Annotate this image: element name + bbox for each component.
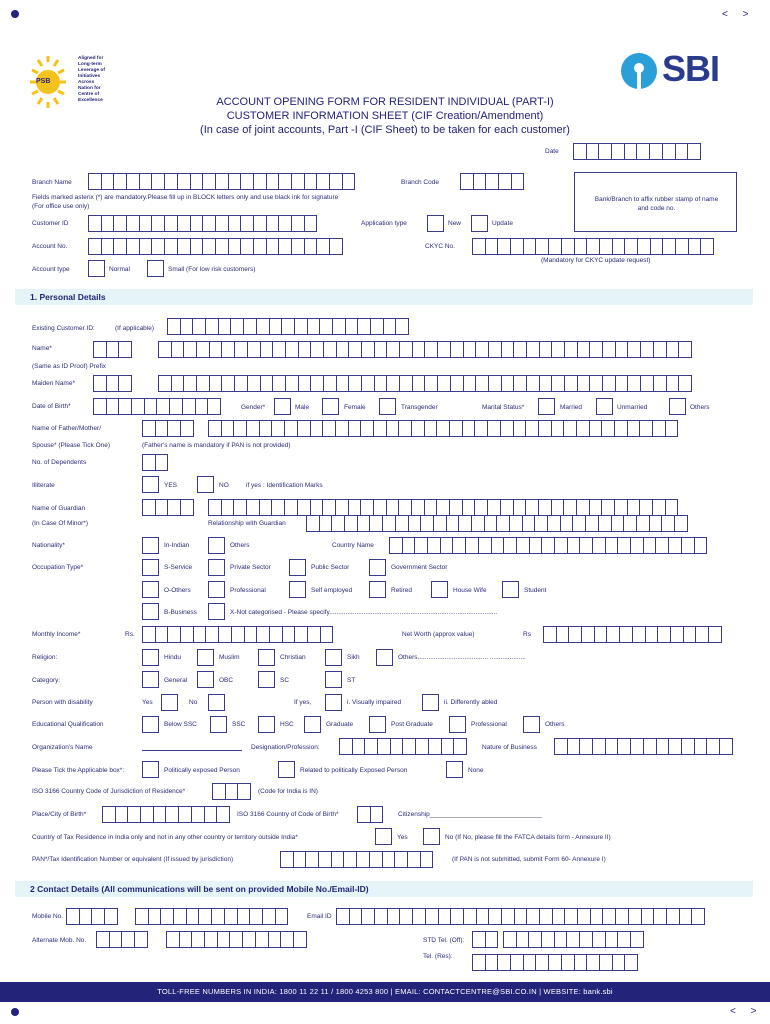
if-yes-label: If yes, [294,699,312,706]
edu-hsc-checkbox[interactable] [258,716,275,733]
dob-label: Date of Birth* [32,403,71,410]
gender-male-checkbox[interactable] [274,398,291,415]
illiterate-yes-label: YES [164,482,178,489]
marital-married-checkbox[interactable] [538,398,555,415]
occ-x-not-label: X-Not categorised - Please specify............................................................................................. [230,609,498,616]
name-label: Name* [32,345,52,352]
existing-id-note: (If applicable) [115,325,155,332]
gender-female-label: Female [344,404,366,411]
edu-post-graduate-checkbox[interactable] [369,716,386,733]
occ-student-checkbox[interactable] [502,581,519,598]
nationality-label: Nationality* [32,542,65,549]
id-marks-label: if yes : Identification Marks [246,482,323,489]
edu-below-ssc-checkbox[interactable] [142,716,159,733]
tel-res-label: Tel. (Res): [423,953,453,960]
religion-christian-label: Christian [280,654,306,661]
corner-dot-bottom [11,1008,19,1016]
illiterate-no-checkbox[interactable] [197,476,214,493]
mobile-field[interactable] [135,908,287,925]
edu-graduate-checkbox[interactable] [304,716,321,733]
section1-band [15,289,753,305]
edu-post-graduate-label: Post Graduate [391,721,433,728]
nationality-others-checkbox[interactable] [208,537,225,554]
religion-sikh-label: Sikh [347,654,360,661]
net-worth-field[interactable] [543,626,721,643]
account-type-normal-label: Normal [109,266,130,273]
branch-name-label: Branch Name [32,179,72,186]
nationality-indian-checkbox[interactable] [142,537,159,554]
footer-bar [0,982,770,1002]
sbi-wordmark: SBI [662,48,720,89]
account-type-small-checkbox[interactable] [147,260,164,277]
occ-housewife-checkbox[interactable] [431,581,448,598]
guardian-label-2: (In Case Of Minor*) [32,520,88,527]
form-title [0,96,770,136]
designation-field[interactable] [339,738,466,755]
religion-others-checkbox[interactable] [376,649,393,666]
relationship-label: Relationship with Guardian [208,520,286,527]
occ-professional-label: Professional [230,587,266,594]
date-field[interactable] [573,143,700,160]
name-field[interactable] [158,341,691,358]
father-label-1: Name of Father/Mother/ [32,425,101,432]
visually-impaired-label: i. Visually impaired [347,699,402,706]
disability-no-checkbox[interactable] [208,694,225,711]
illiterate-yes-checkbox[interactable] [142,476,159,493]
app-type-update-label: Update [492,220,513,227]
tax-residence-label: Country of Tax Residence in India only and not in any other country or territory outside India* [32,834,298,841]
branch-code-field[interactable] [460,173,523,190]
disability-yes-checkbox[interactable] [161,694,178,711]
religion-hindu-checkbox[interactable] [142,649,159,666]
father-prefix-field[interactable] [142,420,193,437]
related-pep-checkbox[interactable] [278,761,295,778]
email-field[interactable] [336,908,704,925]
corner-dot [11,10,19,18]
differently-abled-label: ii. Differently abled [444,699,498,706]
occ-retired-checkbox[interactable] [369,581,386,598]
pep-none-label: None [468,767,484,774]
edu-professional-checkbox[interactable] [449,716,466,733]
section2-title: 2 Contact Details (All communications will be sent on provided Mobile No./Email-ID) [30,884,369,894]
category-general-checkbox[interactable] [142,671,159,688]
tax-residence-yes-label: Yes [397,834,408,841]
maiden-name-field[interactable] [158,375,691,392]
gender-female-checkbox[interactable] [322,398,339,415]
existing-id-field[interactable] [167,318,408,335]
gender-transgender-label: Transgender [401,404,438,411]
email-label: Email ID [307,913,332,920]
sbi-logo [620,48,740,90]
tax-residence-no-checkbox[interactable] [423,828,440,845]
nationality-indian-label: In-Indian [164,542,190,549]
org-name-line[interactable] [142,750,242,751]
tax-residence-no-label: No (If No, please fill the FATCA details form - Annexure II) [445,834,611,841]
dob-field[interactable] [93,398,220,415]
disability-no-label: No [189,699,198,706]
religion-muslim-label: Muslim [219,654,240,661]
tick-applicable-label: Please Tick the Applicable box*: [32,767,125,774]
occ-self-employed-label: Self employed [311,587,353,594]
category-general-label: General [164,677,188,684]
occ-govt-checkbox[interactable] [369,559,386,576]
stamp-note: Bank/Branch to affix rubber stamp of name and code no. [594,196,719,212]
edu-others-checkbox[interactable] [523,716,540,733]
marital-status-label: Marital Status* [482,404,525,411]
country-name-label: Country Name [332,542,374,549]
category-label: Category: [32,677,61,684]
std-off-field[interactable] [503,931,643,948]
edu-below-ssc-label: Below SSC [164,721,197,728]
std-off-code-field[interactable] [472,931,497,948]
monthly-income-field[interactable] [142,626,332,643]
mobile-label: Mobile No. [32,913,64,920]
date-label: Date [545,148,559,155]
title-line2: CUSTOMER INFORMATION SHEET (CIF Creation/Amendment) [226,110,544,122]
occ-x-not-checkbox[interactable] [208,603,225,620]
name-prefix-note: (Same as ID Proof) Prefix [32,363,107,370]
edu-hsc-label: HSC [280,721,294,728]
religion-hindu-label: Hindu [164,654,181,661]
iso-residence-field[interactable] [212,783,250,800]
occ-s-service-label: S-Service [164,564,193,571]
alt-mobile-field[interactable] [166,931,306,948]
footer-text: TOLL-FREE NUMBERS IN INDIA: 1800 11 22 11 / 1800 4253 800 | EMAIL: CONTACTCENTRE@SBI.CO.IN | WEBSITE: bank.sbi [157,987,613,996]
designation-label: Designation/Profession: [251,744,320,751]
app-type-new-label: New [448,220,462,227]
iso-birth-label: ISO 3166 Country of Code of Birth* [237,811,339,818]
ckyc-no-label: CKYC No. [425,243,455,250]
edu-ssc-checkbox[interactable] [210,716,227,733]
ckyc-no-field[interactable] [472,238,713,255]
occ-self-employed-checkbox[interactable] [289,581,306,598]
title-line1: ACCOUNT OPENING FORM FOR RESIDENT INDIVIDUAL (PART-I) [216,96,554,108]
occ-professional-checkbox[interactable] [208,581,225,598]
category-obc-label: OBC [219,677,234,684]
psb-tagline: Aligned for Long-term Leverage of Initiatives Across Nation for Centre of Excellence [78,56,105,103]
customer-id-field[interactable] [88,215,316,232]
dependents-field[interactable] [142,454,167,471]
education-label: Educational Qualification [32,721,104,728]
visually-impaired-checkbox[interactable] [325,694,342,711]
monthly-income-label: Monthly Income* [32,631,81,638]
account-type-small-label: Small (For low risk customers) [168,266,256,273]
occ-b-business-label: B-Business [164,609,197,616]
std-off-label: STD Tel. (Off): [423,937,465,944]
edu-others-label: Others [545,721,565,728]
father-note: (Father's name is mandatory if PAN is not provided) [142,442,291,449]
differently-abled-checkbox[interactable] [422,694,439,711]
pep-label: Politically exposed Person [164,767,240,774]
gender-label: Gender* [241,404,266,411]
app-type-new-checkbox[interactable] [427,215,444,232]
branch-code-label: Branch Code [401,179,439,186]
alt-mobile-label: Alternate Mob. No. [32,937,87,944]
section1-title: 1. Personal Details [30,292,106,302]
pan-field[interactable] [280,851,432,868]
account-type-label: Account type [32,266,70,273]
guardian-name-field[interactable] [208,499,677,516]
pan-label: PAN*/Tax Identification Number or equivalent (If issued by jurisdiction) [32,856,234,863]
occ-o-others-label: O-Others [164,587,191,594]
net-worth-label: Net Worth (approx value) [402,631,475,638]
pep-none-checkbox[interactable] [446,761,463,778]
illiterate-no-label: NO [219,482,229,489]
pan-note: (If PAN is not submitted, submit Form 60- Annexure I) [452,856,606,863]
branch-name-field[interactable] [88,173,354,190]
father-label-2: Spouse* (Please Tick One) [32,442,111,449]
guardian-label-1: Name of Guardian [32,505,86,512]
maiden-name-label: Maiden Name* [32,380,75,387]
category-st-label: ST [347,677,356,684]
occ-o-others-checkbox[interactable] [142,581,159,598]
guardian-prefix-field[interactable] [142,499,193,516]
ckyc-note: (Mandatory for CKYC update request) [541,257,651,264]
marital-others-checkbox[interactable] [669,398,686,415]
occ-retired-label: Retired [391,587,412,594]
disability-label: Person with disability [32,699,93,706]
gender-transgender-checkbox[interactable] [379,398,396,415]
net-worth-rs: Rs [523,631,531,638]
occ-private-label: Private Sector [230,564,271,571]
mandatory-note: Fields marked asterix (*) are mandatory.Please fill up in BLOCK letters only and use black ink for signature [32,194,339,201]
marital-others-label: Others [690,404,710,411]
occ-s-service-checkbox[interactable] [142,559,159,576]
page-nav-arrows-bottom[interactable]: < > [730,1006,763,1017]
tax-residence-yes-checkbox[interactable] [375,828,392,845]
citizenship-label: Citizenship_______________________________ [398,811,542,818]
occ-b-business-checkbox[interactable] [142,603,159,620]
account-type-normal-checkbox[interactable] [88,260,105,277]
place-birth-label: Place/City of Birth* [32,811,87,818]
edu-professional-label: Professional [471,721,507,728]
account-no-field[interactable] [88,238,342,255]
marital-unmarried-checkbox[interactable] [596,398,613,415]
iso-residence-label: ISO 3166 Country Code of Jurisdiction of Residence* [32,788,186,795]
religion-sikh-checkbox[interactable] [325,649,342,666]
existing-id-label: Existing Customer ID: [32,325,95,332]
religion-muslim-checkbox[interactable] [197,649,214,666]
app-type-update-checkbox[interactable] [471,215,488,232]
alt-mobile-country-field[interactable] [96,931,147,948]
maiden-prefix-field[interactable] [93,375,131,392]
account-no-label: Account No. [32,243,68,250]
marital-married-label: Married [560,404,583,411]
tel-res-field[interactable] [472,954,637,971]
category-sc-checkbox[interactable] [258,671,275,688]
category-sc-label: SC [280,677,290,684]
stamp-box [574,172,737,232]
occ-public-label: Public Sector [311,564,350,571]
iso-birth-field[interactable] [357,806,382,823]
code-india-note: (Code for India is IN) [258,788,318,795]
related-pep-label: Related to politically Exposed Person [300,767,408,774]
disability-yes-label: Yes [142,699,153,706]
title-line3: (In case of joint accounts, Part -I (CIF Sheet) to be taken for each customer) [200,124,570,136]
mobile-country-field[interactable] [66,908,117,925]
occ-student-label: Student [524,587,547,594]
occ-govt-label: Government Sector [391,564,448,571]
gender-male-label: Male [295,404,310,411]
section2-band [15,881,753,897]
marital-unmarried-label: Unmarried [617,404,648,411]
country-name-field[interactable] [389,537,706,554]
category-obc-checkbox[interactable] [197,671,214,688]
org-name-label: Organization's Name [32,744,93,751]
customer-id-label: Customer ID [32,220,69,227]
father-name-field[interactable] [208,420,677,437]
application-type-label: Application type [361,220,407,227]
occupation-label: Occupation Type* [32,564,84,571]
occ-housewife-label: House Wife [453,587,487,594]
relationship-field[interactable] [306,515,687,532]
dependents-label: No. of Dependents [32,459,87,466]
sbi-keyhole-icon [620,52,658,90]
name-prefix-field[interactable] [93,341,131,358]
illiterate-label: Illiterate [32,482,55,489]
pep-checkbox[interactable] [142,761,159,778]
occ-public-checkbox[interactable] [289,559,306,576]
category-st-checkbox[interactable] [325,671,342,688]
religion-label: Religion: [32,654,58,661]
psb-badge: PSB [36,78,51,85]
edu-graduate-label: Graduate [326,721,354,728]
religion-christian-checkbox[interactable] [258,649,275,666]
occ-private-checkbox[interactable] [208,559,225,576]
nature-business-field[interactable] [554,738,732,755]
monthly-income-rs: Rs. [125,631,135,638]
religion-others-label: Others....................................... .................... [398,654,526,661]
nature-business-label: Nature of Business [482,744,537,751]
edu-ssc-label: SSC [232,721,246,728]
office-use-note: (For office use only) [32,203,90,210]
page-nav-arrows[interactable]: < > [722,9,755,20]
nationality-others-label: Others [230,542,250,549]
place-birth-field[interactable] [102,806,229,823]
